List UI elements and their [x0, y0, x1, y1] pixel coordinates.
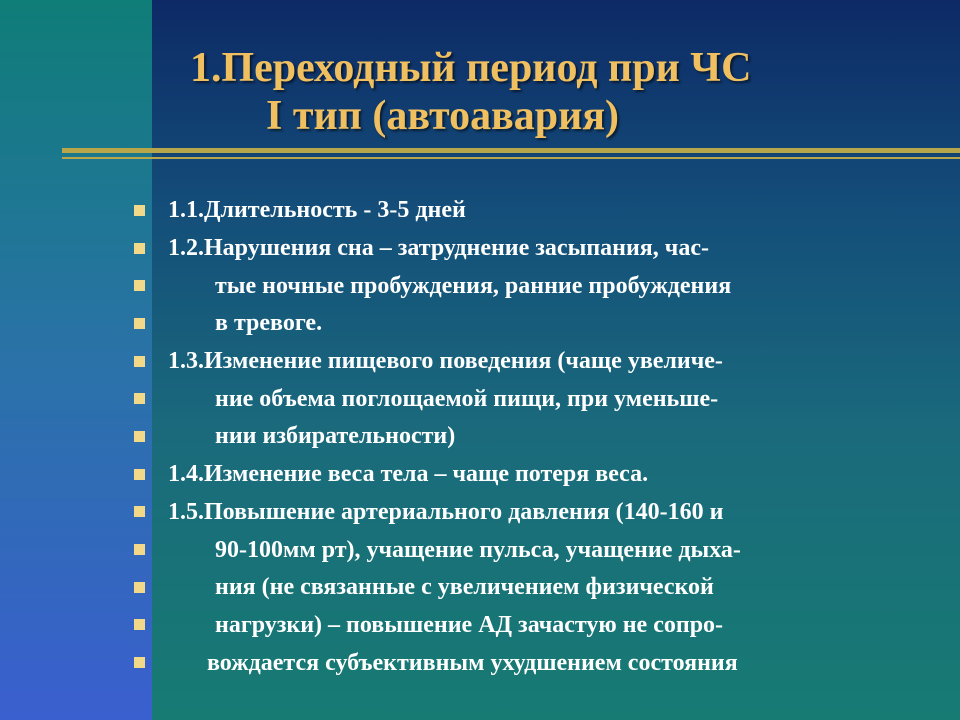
- square-bullet-icon: [134, 243, 145, 254]
- square-bullet-icon: [134, 657, 145, 668]
- square-bullet-icon: [134, 356, 145, 367]
- bullet-text: 1.2.Нарушения сна – затруднение засыпания, час-: [168, 235, 709, 262]
- bullet-item: [0, 305, 960, 343]
- square-bullet-icon: [134, 431, 145, 442]
- bullet-item: [0, 230, 960, 268]
- square-bullet-icon: [134, 205, 145, 216]
- bullet-item: [0, 267, 960, 305]
- bullet-text: 1.5.Повышение артериального давления (140-160 и: [168, 498, 724, 525]
- bullet-text: 1.3.Изменение пищевого поведения (чаще увеличе-: [168, 348, 723, 375]
- bullet-text: в тревоге.: [215, 310, 323, 337]
- square-bullet-icon: [134, 469, 145, 480]
- bullet-text: нагрузки) – повышение АД зачастую не сопро-: [215, 611, 724, 638]
- slide-title-line-1: 1.Переходный период при ЧС: [190, 45, 752, 91]
- bullet-text: вождается субъективным ухудшением состояния: [207, 649, 738, 676]
- slide-title: [152, 44, 960, 140]
- slide-title-line-2: I тип (автоавария): [266, 93, 620, 139]
- square-bullet-icon: [134, 318, 145, 329]
- title-underline-thick: [62, 148, 960, 153]
- bullet-item: [0, 644, 960, 682]
- bullet-text: 1.1.Длительность - 3-5 дней: [168, 197, 466, 224]
- bullet-item: [0, 456, 960, 494]
- bullet-item: [0, 569, 960, 607]
- title-underline-thin: [62, 157, 960, 159]
- bullet-text: нии избирательности): [215, 423, 456, 450]
- bullet-item: [0, 343, 960, 381]
- bullet-text: 90-100мм рт), учащение пульса, учащение дыха-: [215, 536, 741, 563]
- bullet-item: [0, 494, 960, 532]
- bullet-text: ние объема поглощаемой пищи, при уменьше-: [215, 385, 719, 412]
- bullet-list: [0, 192, 960, 682]
- square-bullet-icon: [134, 582, 145, 593]
- bullet-item: [0, 531, 960, 569]
- square-bullet-icon: [134, 619, 145, 630]
- square-bullet-icon: [134, 280, 145, 291]
- square-bullet-icon: [134, 506, 145, 517]
- square-bullet-icon: [134, 544, 145, 555]
- bullet-text: 1.4.Изменение веса тела – чаще потеря веса.: [168, 461, 649, 488]
- bullet-item: [0, 192, 960, 230]
- bullet-text: тые ночные пробуждения, ранние пробуждения: [215, 272, 732, 299]
- bullet-item: [0, 380, 960, 418]
- bullet-item: [0, 418, 960, 456]
- bullet-item: [0, 607, 960, 645]
- bullet-text: ния (не связанные с увеличением физической: [215, 574, 714, 601]
- square-bullet-icon: [134, 393, 145, 404]
